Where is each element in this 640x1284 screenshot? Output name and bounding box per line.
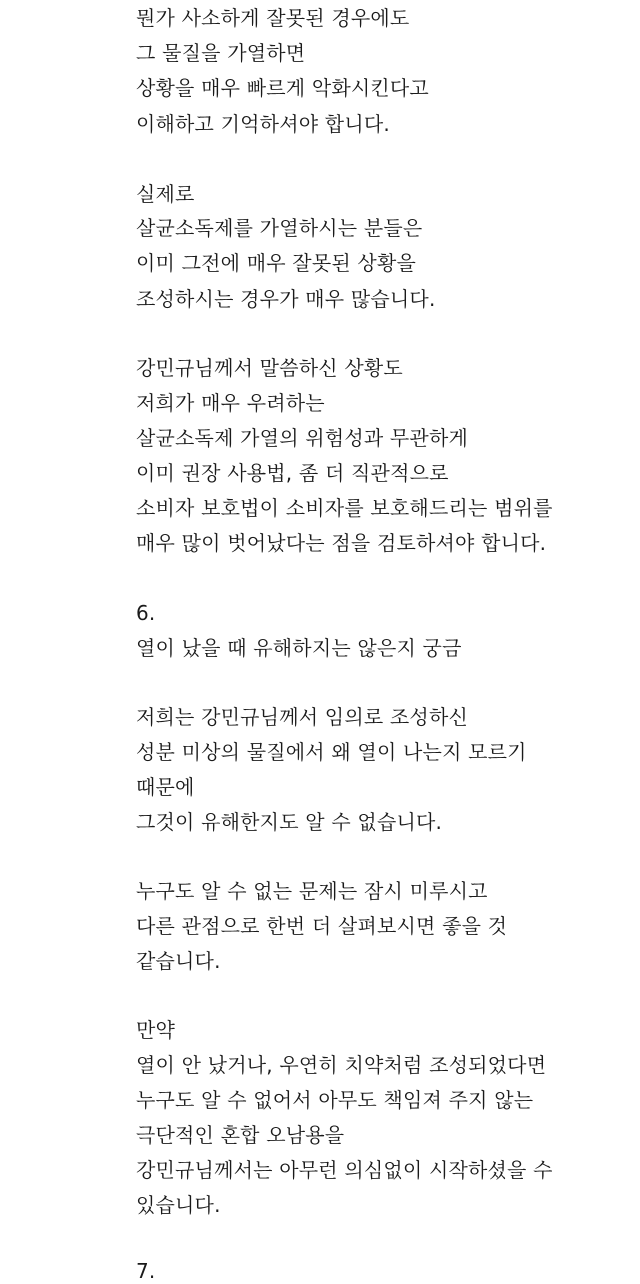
text-line: 이미 권장 사용법, 좀 더 직관적으로 [136, 461, 449, 485]
text-line: 뭔가 사소하게 잘못된 경우에도 [136, 6, 410, 30]
text-line: 소비자 보호법이 소비자를 보호해드리는 범위를 [136, 496, 553, 520]
text-line: 강민규님께서 말씀하신 상황도 [136, 356, 403, 380]
text-line: 저희는 강민규님께서 임의로 조성하신 [136, 705, 468, 729]
section-number: 7. [136, 1259, 156, 1283]
text-line: 실제로 [136, 182, 195, 206]
text-line: 열이 안 났거나, 우연히 치약처럼 조성되었다면 [136, 1053, 547, 1077]
text-line: 때문에 [136, 775, 195, 799]
text-line: 매우 많이 벗어났다는 점을 검토하셔야 합니다. [136, 531, 547, 555]
text-line: 열이 났을 때 유해하지는 않은지 궁금 [136, 636, 462, 660]
text-line: 상황을 매우 빠르게 악화시킨다고 [136, 76, 429, 100]
text-line: 이미 그전에 매우 잘못된 상황을 [136, 251, 416, 275]
text-line: 그것이 유해한지도 알 수 없습니다. [136, 810, 443, 834]
text-line: 살균소독제 가열의 위험성과 무관하게 [136, 426, 468, 450]
text-line: 누구도 알 수 없어서 아무도 책임져 주지 않는 [136, 1088, 534, 1112]
text-line: 강민규님께서는 아무런 의심없이 시작하셨을 수 [136, 1158, 553, 1182]
text-line: 이해하고 기억하셔야 합니다. [136, 112, 390, 136]
section-number: 6. [136, 601, 156, 625]
text-line: 같습니다. [136, 949, 221, 973]
text-line: 조성하시는 경우가 매우 많습니다. [136, 287, 436, 311]
text-line: 그 물질을 가열하면 [136, 41, 306, 65]
text-line: 만약 [136, 1018, 176, 1042]
text-line: 다른 관점으로 한번 더 살펴보시면 좋을 것 [136, 914, 508, 938]
text-line: 누구도 알 수 없는 문제는 잠시 미루시고 [136, 879, 488, 903]
text-line: 성분 미상의 물질에서 왜 열이 나는지 모르기 [136, 740, 527, 764]
text-line: 살균소독제를 가열하시는 분들은 [136, 216, 423, 240]
text-line: 극단적인 혼합 오남용을 [136, 1123, 345, 1147]
text-line: 있습니다. [136, 1193, 221, 1217]
text-line: 저희가 매우 우려하는 [136, 391, 325, 415]
